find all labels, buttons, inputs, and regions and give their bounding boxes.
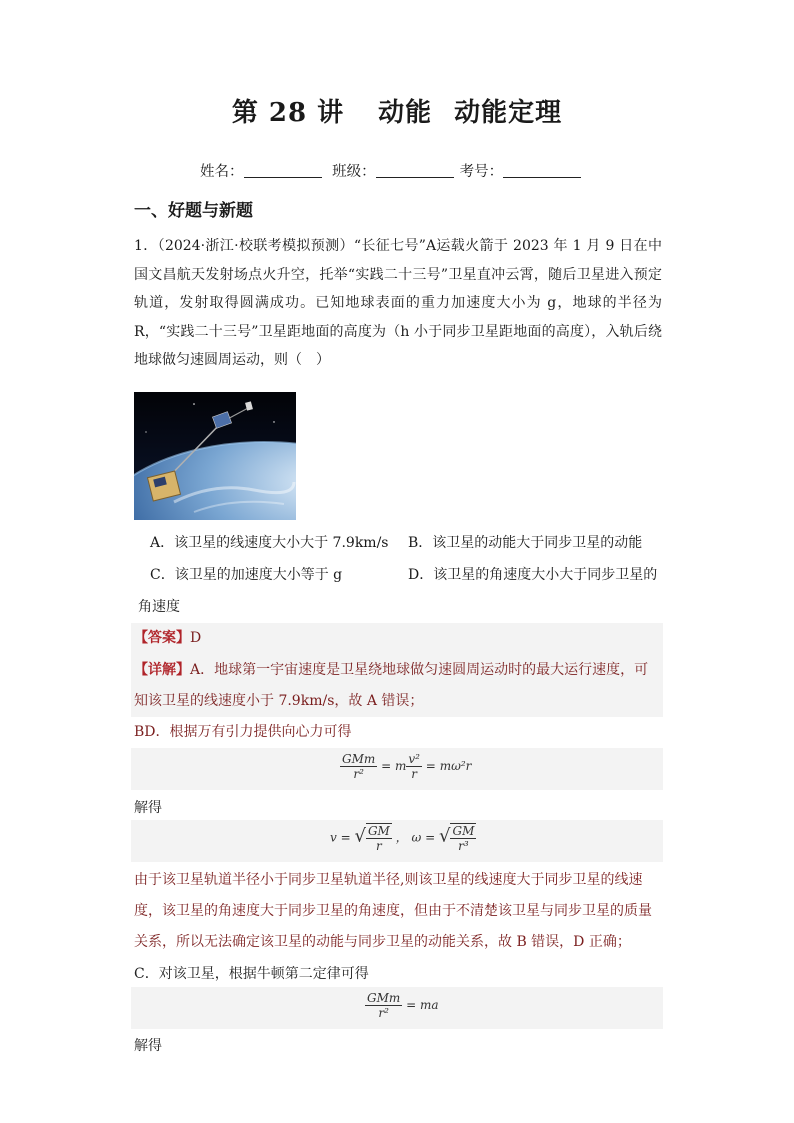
title-lecture: 第 28 讲 (231, 98, 345, 128)
option-b[interactable]: B．该卫星的动能大于同步卫星的动能 (408, 535, 643, 551)
question-text: 1．（2024·浙江·校联考模拟预测）“长征七号”A运载火箭于 2023 年 1 月 9 日在中国文昌航天发射场点火升空，托举“实践二十三号”卫星直冲云霄，随后卫星进入预定轨道，发射取得圆满成功。已知地球表面的重力加速度大小为 g，地球的半径为 R，“实践二十三号”卫星距地面的高度为（h 小于同步卫星距地面的高度），入轨后绕地球做匀速圆周运动，则（ ） (134, 238, 662, 369)
answer-value: D (190, 630, 202, 646)
option-d-continued: 角速度 (138, 599, 180, 615)
title-topic-2: 动能定理 (454, 98, 563, 128)
satellite-earth-image (134, 392, 296, 520)
option-c[interactable]: C．该卫星的加速度大小等于 g (150, 567, 343, 583)
option-a[interactable]: A．该卫星的线速度大小大于 7.9km/s (150, 535, 389, 551)
formula-v-omega: v = √ $\frac{GM}{r}$ ， ω = √ $\frac{GM}{\text{r³}}$ (330, 824, 475, 853)
name-blank[interactable] (244, 163, 322, 178)
formula-newton-second: $\frac{\text{GMm}}{\text{r²}}$ = ma (367, 991, 439, 1020)
answer-line (134, 623, 662, 654)
detail-a (134, 655, 662, 717)
title-topic-1: 动能 (378, 98, 433, 128)
frac-gmm-r2: $\frac{\text{GMm}}{\text{r²}}$ (342, 752, 376, 781)
solve-label-1: 解得 (134, 800, 162, 816)
frac-v2-r: $\frac{\text{v²}}{r}$ (408, 752, 420, 781)
bd-conclusion: 由于该卫星轨道半径小于同步卫星轨道半径,则该卫星的线速度大于同步卫星的线速度，该卫星的角速度大于同步卫星的角速度，但由于不清楚该卫星与同步卫星的质量关系，所以无法确定该卫星的动能与同步卫星的动能关系，故 B 错误，D 正确； (134, 872, 652, 950)
exam-number-label: 考号： (459, 164, 504, 180)
student-info-line (200, 160, 587, 181)
answer-label: 【答案】 (134, 630, 190, 646)
satellite-illustration (134, 392, 296, 520)
solve-label-2: 解得 (134, 1038, 162, 1054)
exam-number-blank[interactable] (503, 163, 581, 178)
page-title (0, 92, 794, 129)
bd-intro: BD．根据万有引力提供向心力可得 (134, 724, 352, 740)
detail-a-text: A．地球第一宇宙速度是卫星绕地球做匀速圆周运动时的最大运行速度，可知该卫星的线速度小于 7.9km/s，故 A 错误； (134, 662, 649, 709)
name-label: 姓名： (200, 164, 244, 180)
section-heading: 一、好题与新题 (134, 201, 253, 221)
formula-gravity-centripetal: $\frac{\text{GMm}}{\text{r²}}$ = m $\frac{\text{v²}}{r}$ = mω²r (342, 752, 472, 781)
option-d[interactable]: D．该卫星的角速度大小大于同步卫星的 (408, 567, 658, 583)
c-intro: C．对该卫星，根据牛顿第二定律可得 (134, 966, 369, 982)
class-blank[interactable] (376, 163, 454, 178)
frac-gmm-r2-2: $\frac{\text{GMm}}{\text{r²}}$ (367, 991, 401, 1020)
class-label: 班级： (332, 164, 376, 180)
detail-label: 【详解】 (134, 662, 190, 678)
